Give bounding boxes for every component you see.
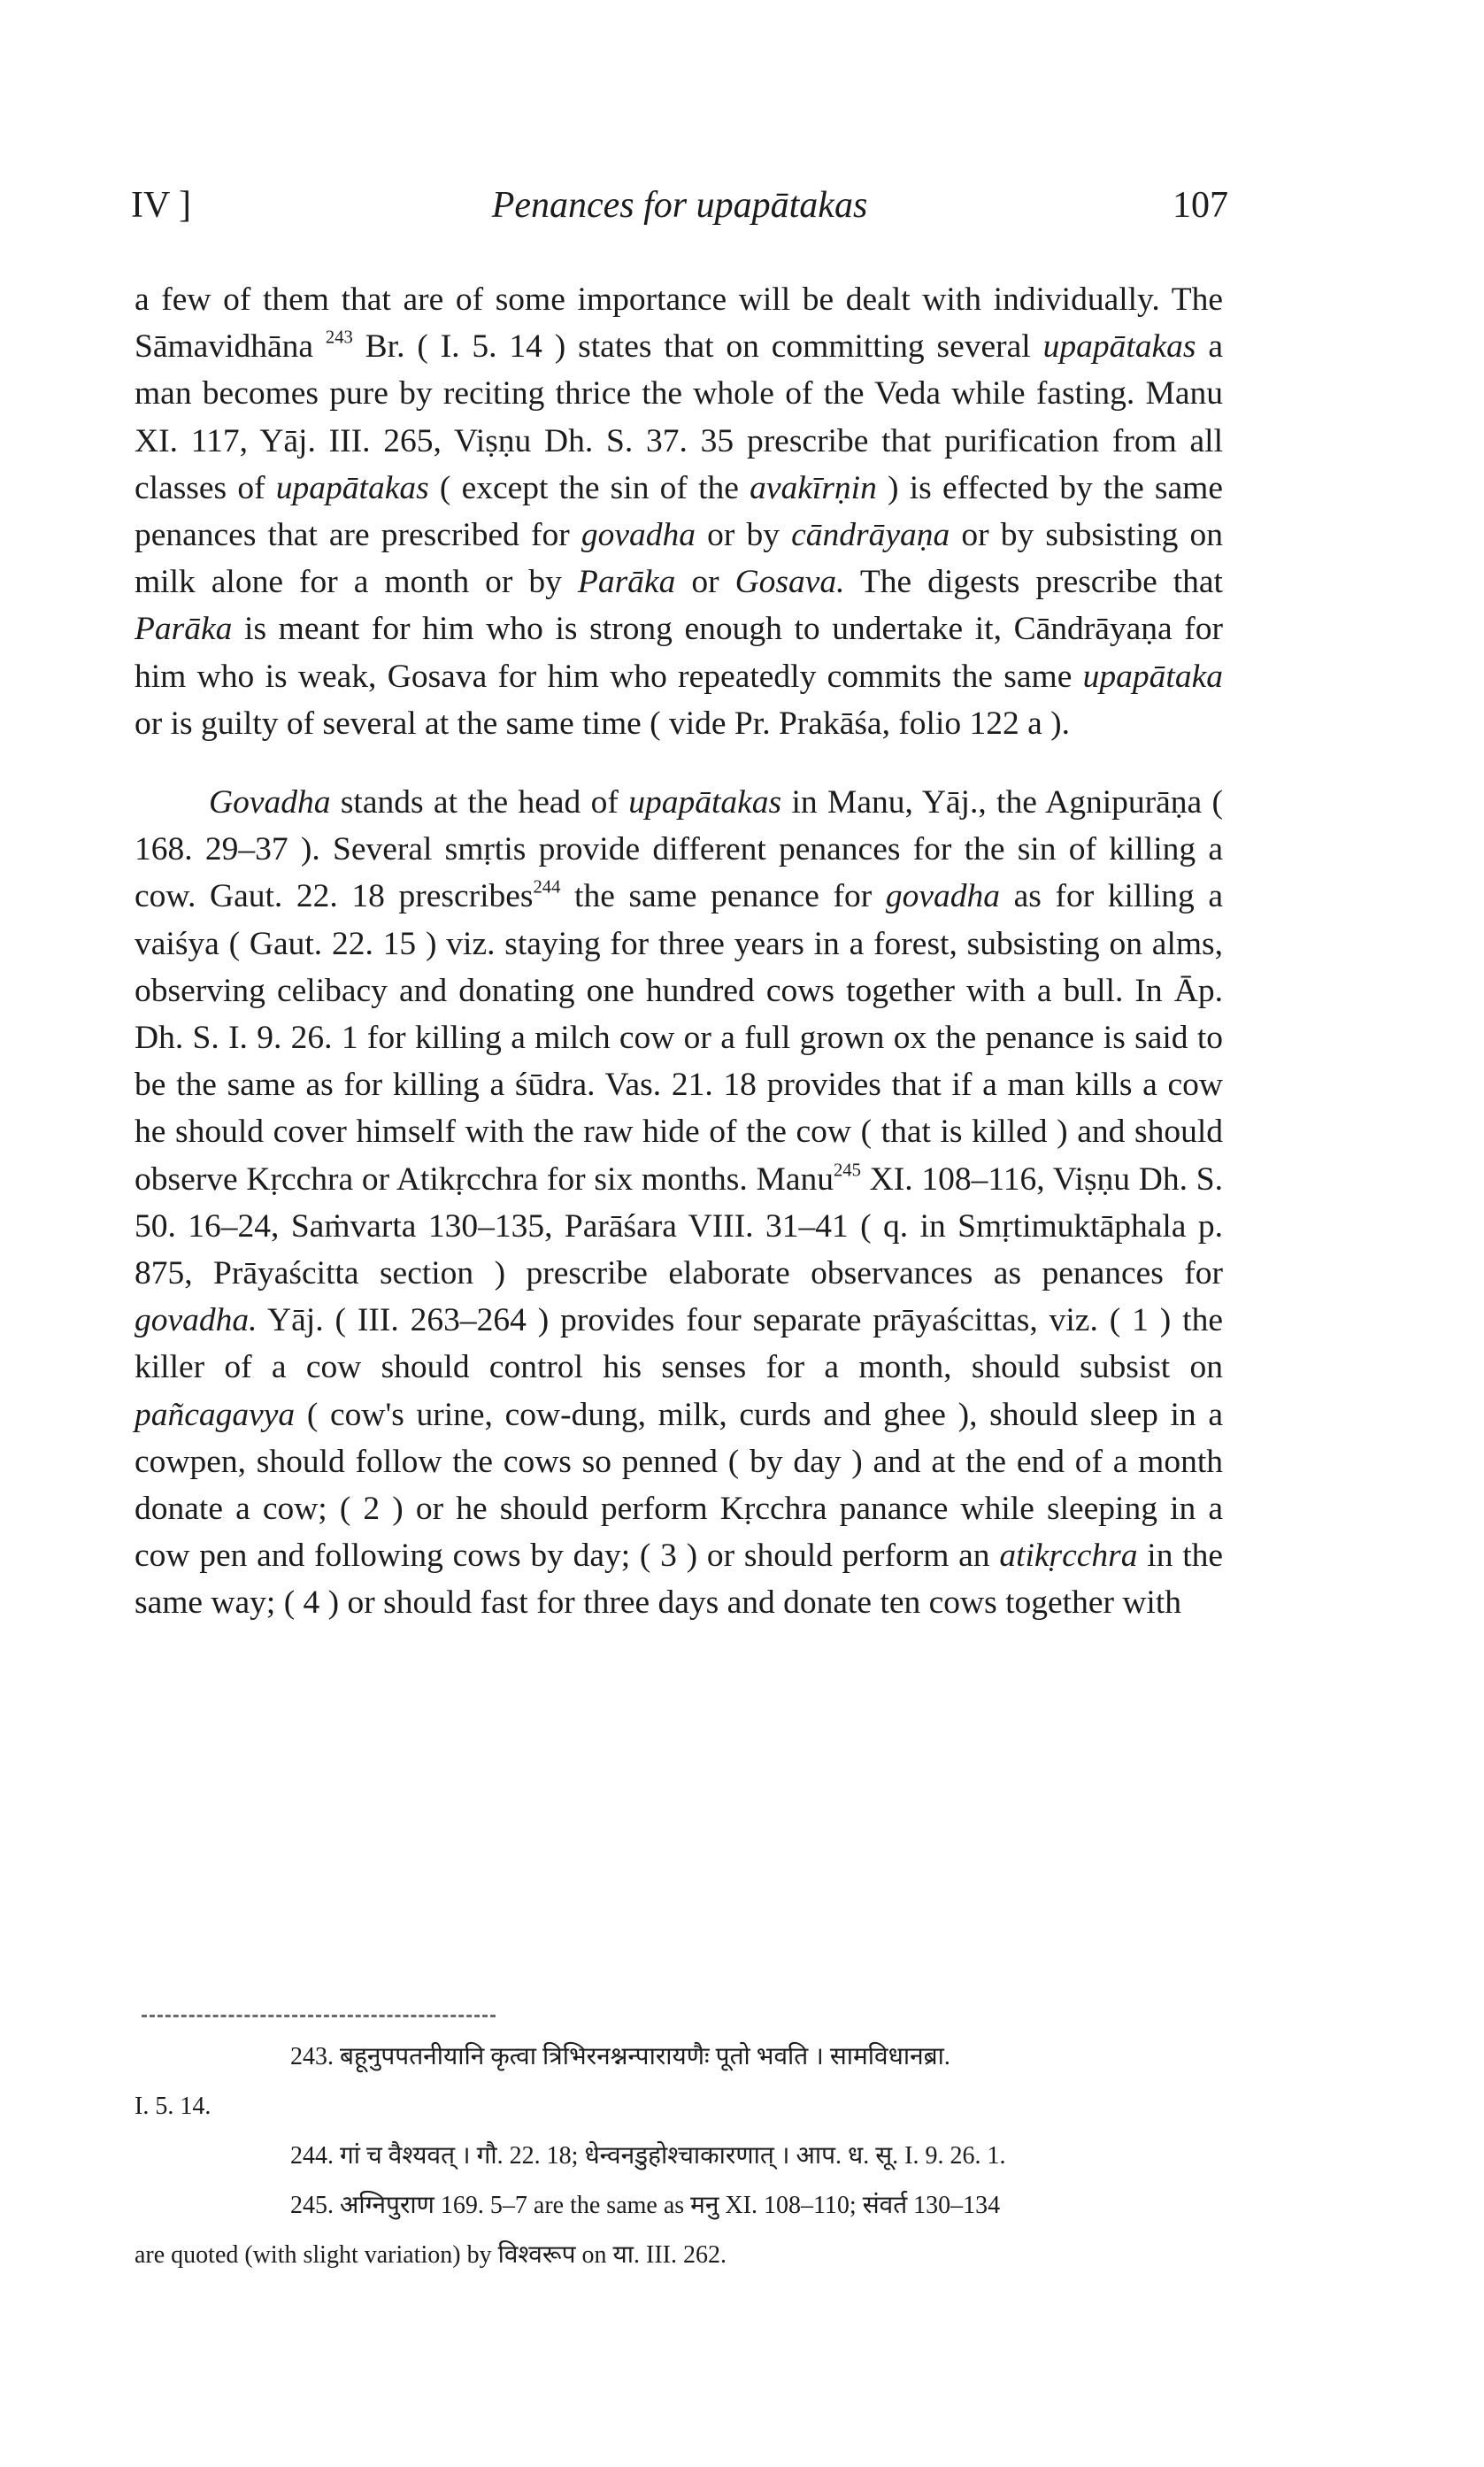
footnote-ref-243: 243 [325, 328, 353, 348]
footnote-244: 244. गां च वैश्यवत् । गौ. 22. 18; धेन्वनडुहोश्चाकारणात् । आप. ध. सू. I. 9. 26. 1. [290, 2142, 1006, 2170]
footnote-243: 243. बहूनुपपतनीयानि कृत्वा त्रिभिरनश्नन्पारायणैः पूतो भवति । सामविधानब्रा. [290, 2043, 950, 2070]
running-title: Penances for upapātakas [491, 185, 868, 226]
footnotes [135, 2032, 1223, 2280]
main-text [135, 276, 1223, 1627]
footnote-245: 245. अग्निपुराण 169. 5–7 are the same as मनु XI. 108–110; संवर्त 130–134 [290, 2192, 1001, 2219]
footnote-ref-244: 244 [533, 877, 561, 898]
footnote-245-continuation: are quoted (with slight variation) by विश्वरूप on या. III. 262. [135, 2241, 727, 2269]
paragraph-upapataka-purification: a few of them that are of some importance will be dealt with individually. The Sāmavidhāna $^{243}$ Br. ( I. 5. 14 ) states that on committing several upapātakas a man becomes pure by reciting thrice the whole of the Veda while fasting. Manu XI. 117, Yāj. III. 265, Viṣṇu Dh. S. 37. 35 prescribe that purification from all classes of upapātakas ( except the sin of the avakīrṇin ) is effected by the same penances that are prescribed for govadha or by cāndrāyaṇa or by subsisting on milk alone for a month or by Parāka or Gosava. The digests prescribe that Parāka is meant for him who is strong enough to undertake it, Cāndrāyaṇa for him who is weak, Gosava for him who repeatedly commits the same upapātaka or is guilty of several at the same time ( vide Pr. Prakāśa, folio 122 a ). [135, 281, 1223, 742]
paragraph-govadha: Govadha stands at the head of upapātakas in Manu, Yāj., the Agnipurāṇa ( 168. 29–37 ). Several smṛtis provide different penances for the sin of killing a cow. Gaut. 22. 18 prescribes$^{244}$ the same penance for govadha as for killing a vaiśya ( Gaut. 22. 15 ) viz. staying for three years in a forest, subsisting on alms, observing celibacy and donating one hundred cows together with a bull. In Āp. Dh. S. I. 9. 26. 1 for killing a milch cow or a full grown ox the penance is said to be the same as for killing a śūdra. Vas. 21. 18 provides that if a man kills a cow he should cover himself with the raw hide of the cow ( that is killed ) and should observe Kṛcchra or Atikṛcchra for six months. Manu$^{245}$ XI. 108–116, Viṣṇu Dh. S. 50. 16–24, Saṁvarta 130–135, Parāśara VIII. 31–41 ( q. in Smṛtimuktāphala p. 875, Prāyaścitta section ) prescribe elaborate observances as penances for govadha. Yāj. ( III. 263–264 ) provides four separate prāyaścittas, viz. ( 1 ) the killer of a cow should control his senses for a month, should subsist on pañcagavya ( cow's urine, cow-dung, milk, curds and ghee ), should sleep in a cowpen, should follow the cows so penned ( by day ) and at the end of a month donate a cow; ( 2 ) or he should perform Kṛcchra panance while sleeping in a cow pen and following cows by day; ( 3 ) or should perform an atikṛcchra in the same way; ( 4 ) or should fast for three days and donate ten cows together with [135, 784, 1224, 1622]
footnote-243-continuation: I. 5. 14. [135, 2093, 211, 2120]
chapter-number: IV ] [131, 185, 192, 226]
footnote-divider [142, 2015, 496, 2017]
footnote-ref-245: 245 [833, 1160, 861, 1181]
page-number: 107 [1173, 185, 1228, 226]
page-header [131, 184, 1228, 237]
